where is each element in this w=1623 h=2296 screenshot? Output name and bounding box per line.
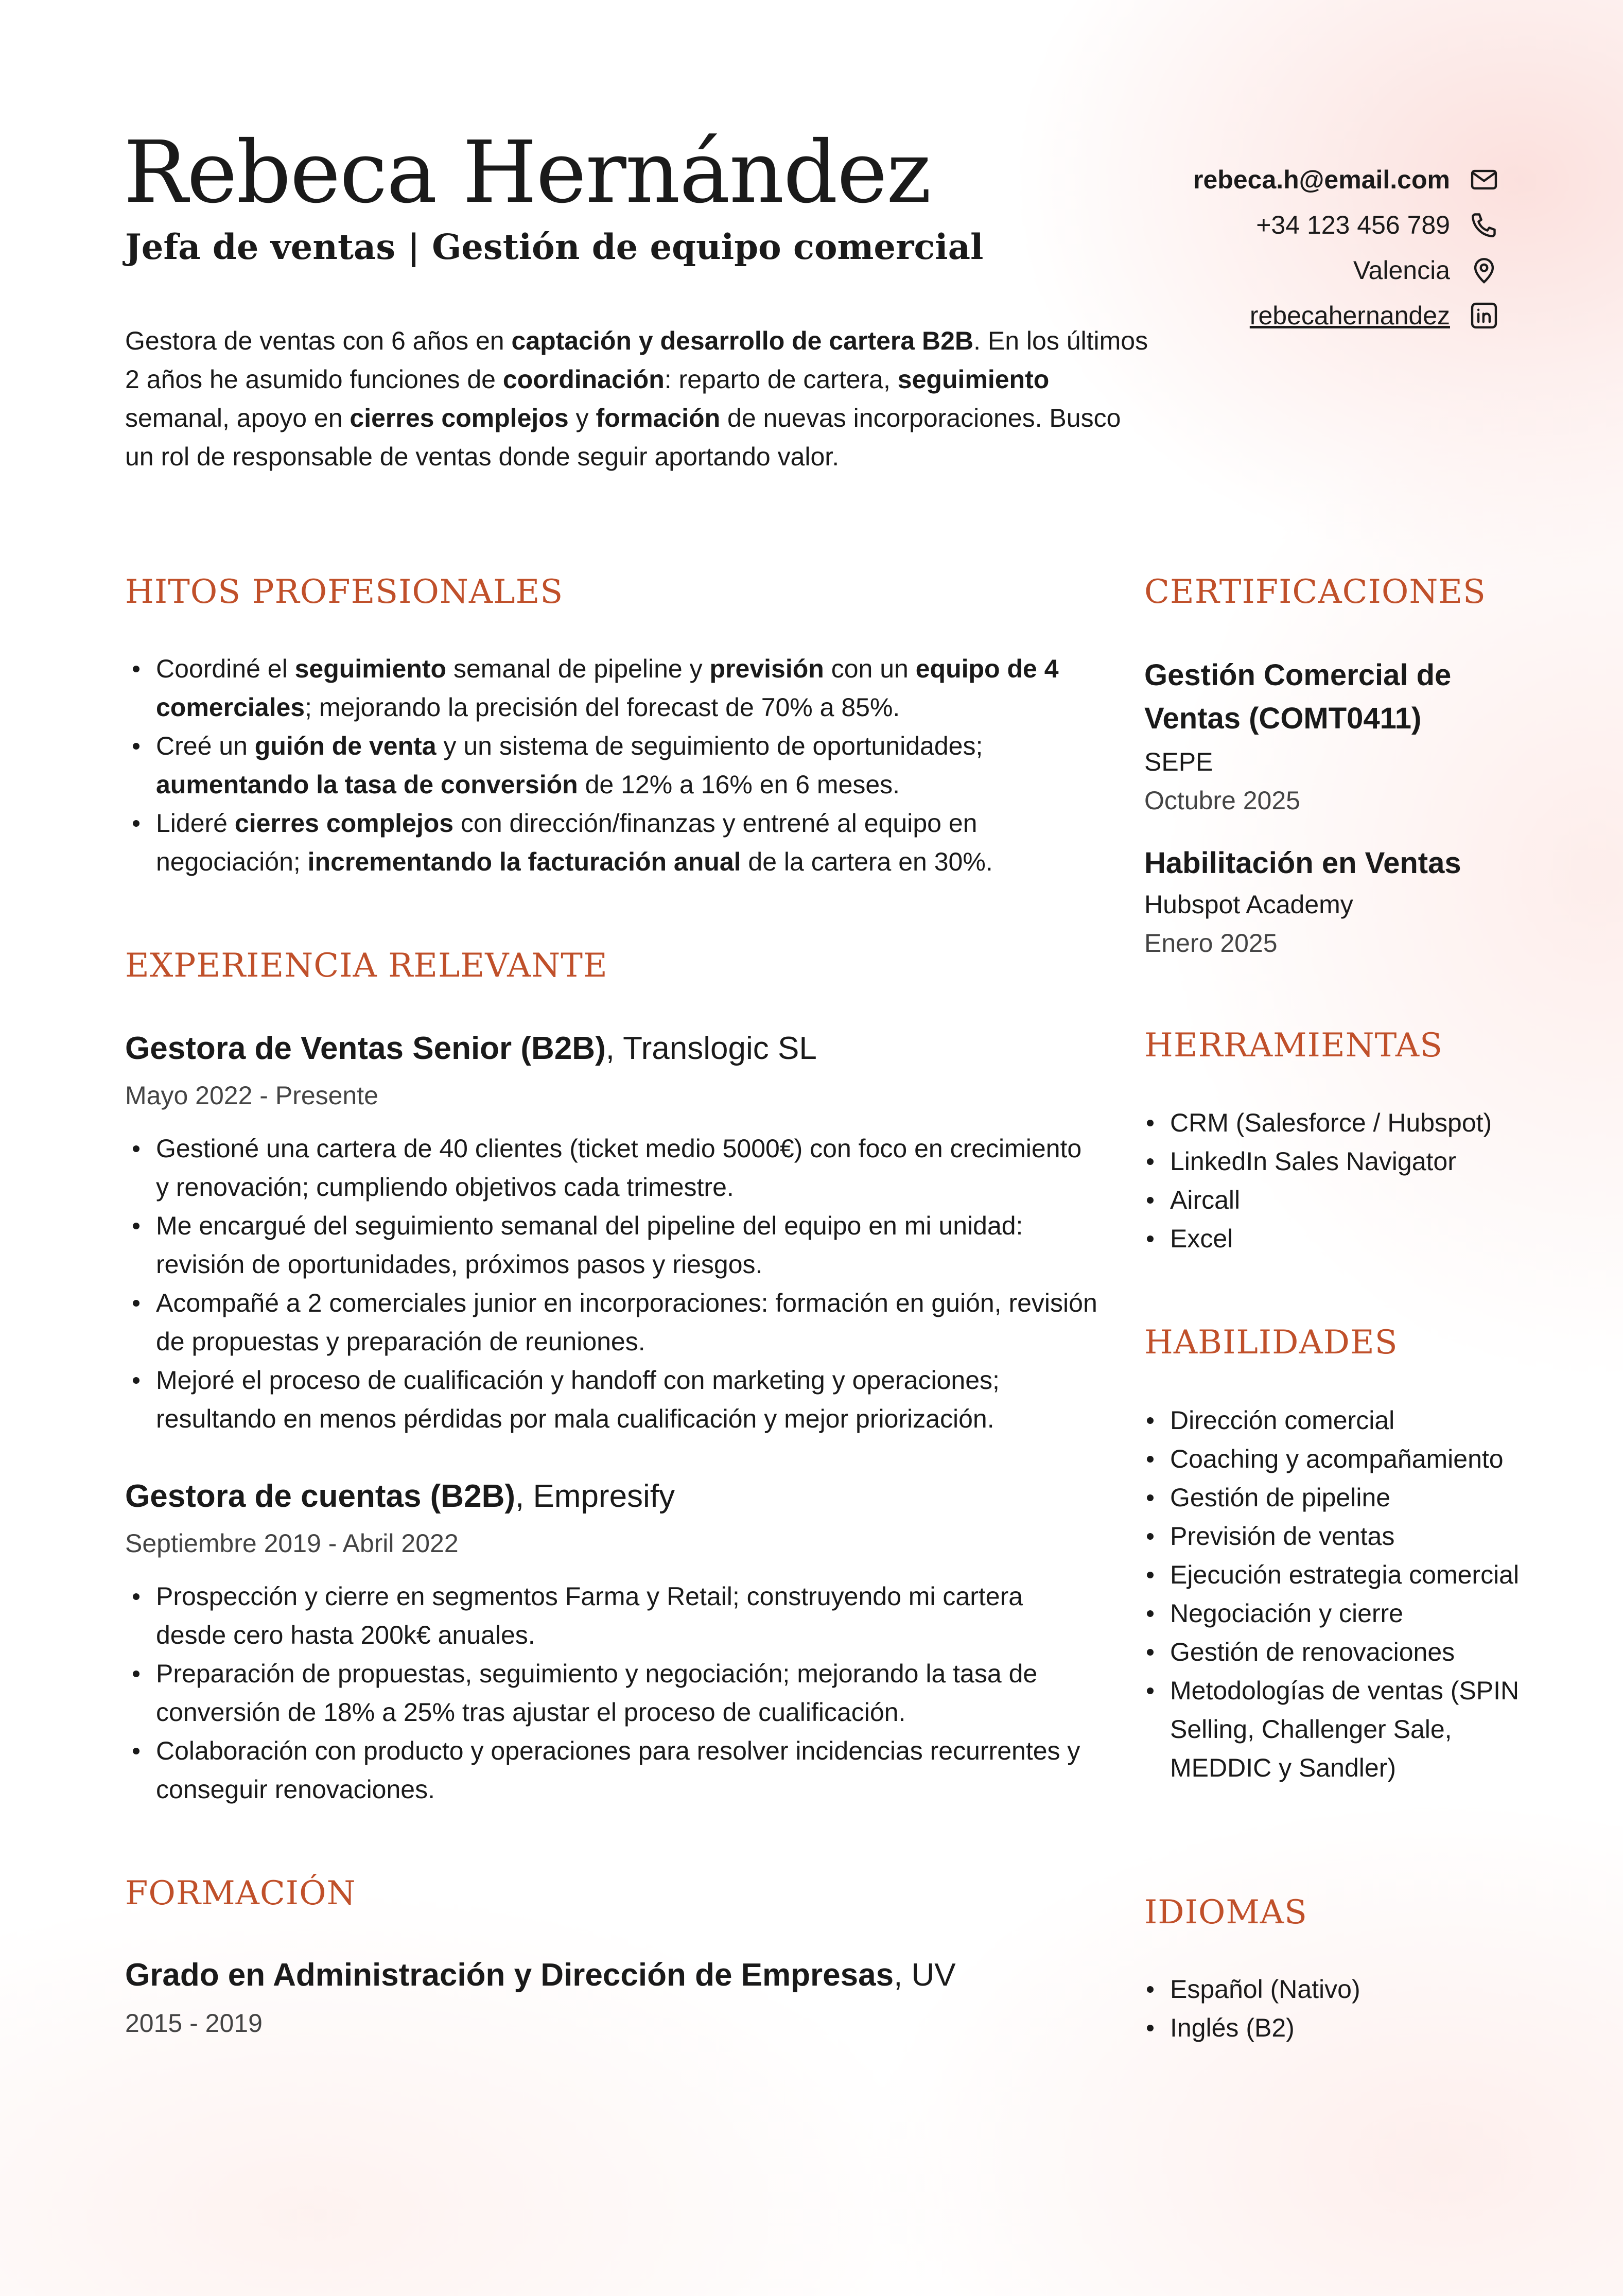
section-title-certificaciones: CERTIFICACIONES <box>1144 573 1486 611</box>
job-dates: Septiembre 2019 - Abril 2022 <box>125 1529 459 1558</box>
mail-icon <box>1469 164 1499 195</box>
section-title-herramientas: HERRAMIENTAS <box>1144 1027 1443 1065</box>
list-item: Coaching y acompañamiento <box>1170 1440 1541 1479</box>
cert-name: Habilitación en Ventas <box>1144 846 1461 880</box>
job-headline: Jefa de ventas | Gestión de equipo comercial <box>125 227 984 267</box>
candidate-name: Rebeca Hernández <box>124 123 931 222</box>
list-item: Gestión de renovaciones <box>1170 1633 1541 1672</box>
email-text[interactable]: rebeca.h@email.com <box>1193 165 1450 194</box>
profile-summary <box>125 322 1149 476</box>
emphasis-text: previsión <box>709 654 824 683</box>
emphasis-text: seguimiento <box>294 654 447 683</box>
body-text: de 12% a 16% en 6 meses. <box>578 770 900 799</box>
phone-icon <box>1469 210 1499 240</box>
emphasis-text: aumentando la tasa de conversión <box>156 770 578 799</box>
contact-linkedin[interactable] <box>1036 293 1499 338</box>
job-bullets <box>125 1129 1098 1438</box>
list-item: Excel <box>1170 1220 1541 1258</box>
emphasis-text: cierres complejos <box>234 809 454 838</box>
list-item <box>156 650 1083 727</box>
contact-location <box>1036 248 1499 293</box>
emphasis-text: incrementando la facturación anual <box>307 847 741 876</box>
body-text: semanal, apoyo en <box>125 404 350 432</box>
emphasis-text: equipo de 4 comerciales <box>156 654 1059 722</box>
cert-date: Enero 2025 <box>1144 929 1278 958</box>
section-title-experiencia: EXPERIENCIA RELEVANTE <box>125 947 608 985</box>
body-text: Coordiné el <box>156 654 295 683</box>
school-name: , UV <box>894 1957 956 1993</box>
list-item: Preparación de propuestas, seguimiento y negociación; mejorando la tasa de conversión de 18% a 25% tras ajustar el proceso de cualificación. <box>156 1655 1098 1732</box>
emphasis-text: cierres complejos <box>350 404 569 432</box>
job-title <box>125 1477 675 1516</box>
contact-phone[interactable] <box>1036 202 1499 248</box>
list-item: Inglés (B2) <box>1170 2009 1541 2047</box>
list-item: Me encargué del seguimiento semanal del pipeline del equipo en mi unidad: revisión de oportunidades, próximos pasos y riesgos. <box>156 1207 1098 1284</box>
hitos-list <box>125 650 1083 881</box>
idiomas-list <box>1139 1970 1541 2047</box>
herramientas-list <box>1139 1104 1541 1258</box>
list-item: Metodologías de ventas (SPIN Selling, Challenger Sale, MEDDIC y Sandler) <box>1170 1672 1541 1787</box>
emphasis-text: guión de venta <box>254 732 437 760</box>
body-text: Creé un <box>156 732 255 760</box>
list-item: Dirección comercial <box>1170 1401 1541 1440</box>
section-title-idiomas: IDIOMAS <box>1144 1893 1307 1932</box>
list-item <box>156 804 1083 881</box>
section-title-habilidades: HABILIDADES <box>1144 1324 1398 1362</box>
list-item: Aircall <box>1170 1181 1541 1220</box>
cert-name: Gestión Comercial de Ventas (COMT0411) <box>1144 658 1452 735</box>
location-text: Valencia <box>1353 256 1450 285</box>
body-text: ; mejorando la precisión del forecast de 70% a 85%. <box>305 693 900 722</box>
job-dates: Mayo 2022 - Presente <box>125 1081 378 1110</box>
list-item: LinkedIn Sales Navigator <box>1170 1142 1541 1181</box>
cert-issuer: Hubspot Academy <box>1144 890 1353 919</box>
list-item: Acompañé a 2 comerciales junior en incorporaciones: formación en guión, revisión de propuestas y preparación de reuniones. <box>156 1284 1098 1361</box>
list-item: Previsión de ventas <box>1170 1517 1541 1556</box>
job-role: Gestora de cuentas (B2B) <box>125 1479 515 1514</box>
linkedin-link[interactable]: rebecahernandez <box>1249 301 1450 330</box>
section-title-hitos: HITOS PROFESIONALES <box>125 573 564 611</box>
contact-email[interactable] <box>1036 157 1499 202</box>
list-item: Colaboración con producto y operaciones para resolver incidencias recurrentes y conseguir renovaciones. <box>156 1732 1098 1809</box>
body-text: y <box>568 404 596 432</box>
body-text: de nuevas incorporaciones. Busco un rol de responsable de ventas donde seguir aportando valor. <box>125 404 1121 471</box>
list-item: Mejoré el proceso de cualificación y handoff con marketing y operaciones; resultando en menos pérdidas por mala cualificación y mejor priorización. <box>156 1361 1098 1438</box>
list-item: Gestión de pipeline <box>1170 1479 1541 1517</box>
job-title <box>125 1030 817 1068</box>
body-text: Gestora de ventas con 6 años en <box>125 326 512 355</box>
list-item: Prospección y cierre en segmentos Farma y Retail; construyendo mi cartera desde cero hasta 200k€ anuales. <box>156 1577 1098 1655</box>
body-text: y un sistema de seguimiento de oportunidades; <box>436 732 983 760</box>
phone-text[interactable]: +34 123 456 789 <box>1256 211 1450 239</box>
emphasis-text: coordinación <box>502 365 665 394</box>
cert-date: Octubre 2025 <box>1144 786 1300 815</box>
list-item: Ejecución estrategia comercial <box>1170 1556 1541 1594</box>
body-text: : reparto de cartera, <box>664 365 898 394</box>
degree-dates: 2015 - 2019 <box>125 2009 263 2038</box>
emphasis-text: captación y desarrollo de cartera B2B <box>511 326 974 355</box>
linkedin-icon <box>1469 300 1499 331</box>
degree-name: Grado en Administración y Dirección de Empresas <box>125 1957 894 1993</box>
cert-issuer: SEPE <box>1144 747 1213 776</box>
body-text: con dirección/finanzas y entrené al equipo en negociación; <box>156 809 978 876</box>
contact-block <box>1036 157 1499 338</box>
job-role: Gestora de Ventas Senior (B2B) <box>125 1031 606 1066</box>
body-text: con un <box>824 654 916 683</box>
body-text: . En los últimos 2 años he asumido funciones de <box>125 326 1148 394</box>
degree-title <box>125 1956 956 1994</box>
habilidades-list <box>1139 1401 1541 1787</box>
body-text: semanal de pipeline y <box>446 654 710 683</box>
list-item: Negociación y cierre <box>1170 1594 1541 1633</box>
emphasis-text: formación <box>596 404 721 432</box>
body-text: Lideré <box>156 809 235 838</box>
list-item <box>156 727 1083 804</box>
list-item: CRM (Salesforce / Hubspot) <box>1170 1104 1541 1142</box>
job-bullets <box>125 1577 1098 1809</box>
list-item: Gestioné una cartera de 40 clientes (ticket medio 5000€) con foco en crecimiento y renovación; cumpliendo objetivos cada trimestre. <box>156 1129 1098 1207</box>
job-company: , Translogic SL <box>605 1031 817 1066</box>
body-text: de la cartera en 30%. <box>741 847 993 876</box>
emphasis-text: seguimiento <box>897 365 1050 394</box>
section-title-formacion: FORMACIÓN <box>125 1874 356 1912</box>
job-company: , Empresify <box>515 1479 675 1514</box>
location-pin-icon <box>1469 255 1499 286</box>
list-item: Español (Nativo) <box>1170 1970 1541 2009</box>
